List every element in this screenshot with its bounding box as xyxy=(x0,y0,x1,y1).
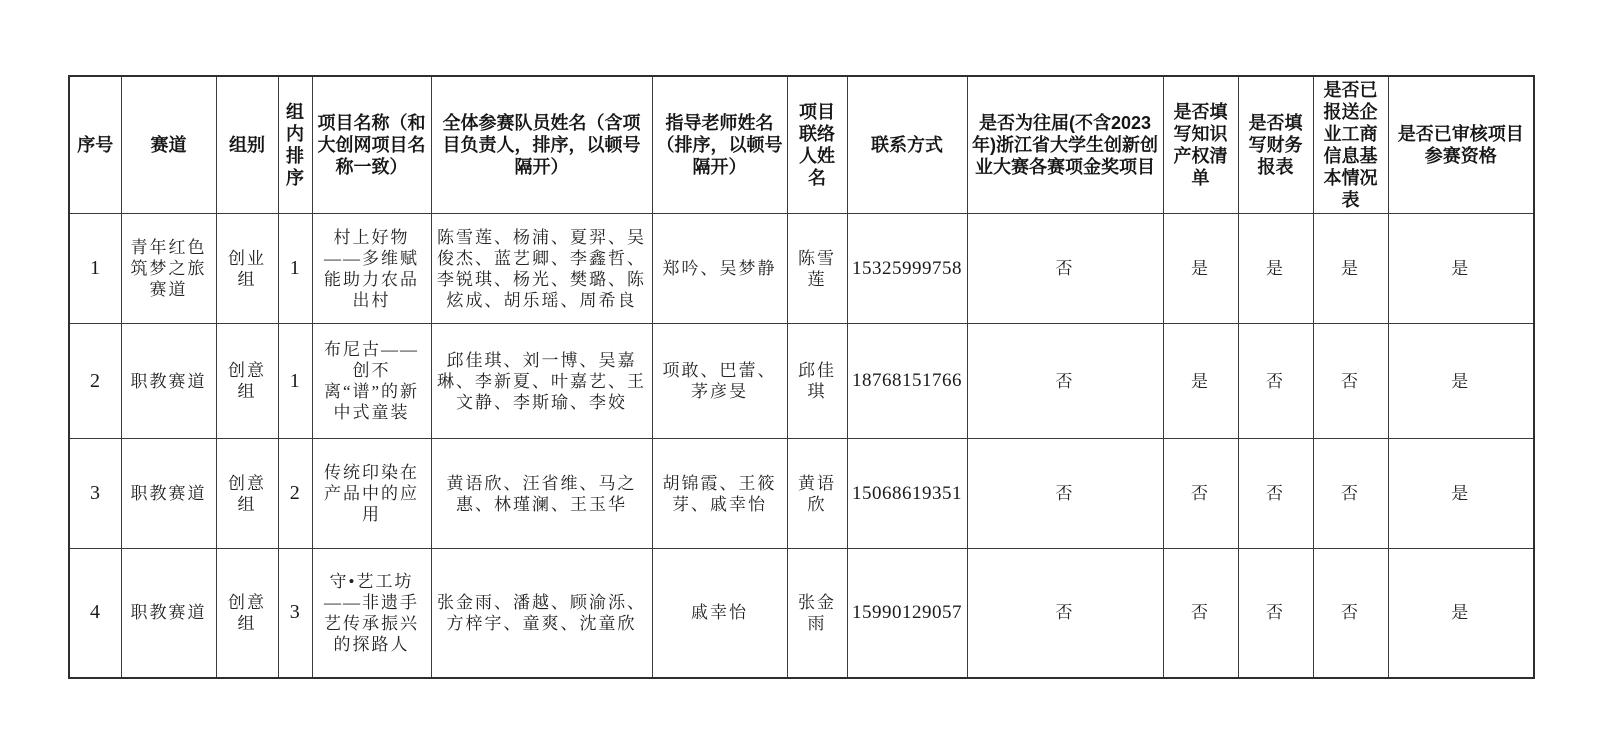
col-header-business-info: 是否已报送企业工商信息基本情况表 xyxy=(1313,76,1388,214)
cell-ip-list: 否 xyxy=(1163,549,1238,678)
cell-track: 职教赛道 xyxy=(121,439,216,549)
cell-past-gold-award: 否 xyxy=(967,214,1163,324)
cell-advisors: 胡锦霞、王筱芽、戚幸怡 xyxy=(652,439,787,549)
cell-contact-phone: 15990129057 xyxy=(847,549,967,678)
cell-qualification-review: 是 xyxy=(1388,549,1534,678)
cell-qualification-review: 是 xyxy=(1388,324,1534,439)
cell-advisors: 郑吟、吴梦静 xyxy=(652,214,787,324)
table-row xyxy=(69,324,1534,439)
cell-business-info: 是 xyxy=(1313,214,1388,324)
cell-past-gold-award: 否 xyxy=(967,439,1163,549)
cell-index: 2 xyxy=(69,324,121,439)
header-row xyxy=(69,76,1534,214)
registration-table-wrap xyxy=(68,75,1535,679)
cell-track: 职教赛道 xyxy=(121,324,216,439)
cell-project-name: 守•艺工坊——非遗手艺传承振兴的探路人 xyxy=(312,549,431,678)
cell-ip-list: 是 xyxy=(1163,214,1238,324)
cell-group: 创意组 xyxy=(216,439,278,549)
cell-team-members: 陈雪莲、杨浦、夏羿、吴俊杰、蓝艺卿、李鑫哲、李锐琪、杨光、樊璐、陈炫成、胡乐瑶、周希良 xyxy=(431,214,652,324)
cell-past-gold-award: 否 xyxy=(967,324,1163,439)
cell-business-info: 否 xyxy=(1313,324,1388,439)
cell-group: 创意组 xyxy=(216,324,278,439)
col-header-track: 赛道 xyxy=(121,76,216,214)
cell-business-info: 否 xyxy=(1313,549,1388,678)
cell-track: 青年红色筑梦之旅赛道 xyxy=(121,214,216,324)
col-header-financial-report: 是否填写财务报表 xyxy=(1238,76,1313,214)
cell-ip-list: 是 xyxy=(1163,324,1238,439)
cell-advisors: 戚幸怡 xyxy=(652,549,787,678)
cell-contact-phone: 15068619351 xyxy=(847,439,967,549)
table-row xyxy=(69,214,1534,324)
cell-contact-name: 邱佳琪 xyxy=(787,324,847,439)
col-header-ip-list: 是否填写知识产权清单 xyxy=(1163,76,1238,214)
col-header-index: 序号 xyxy=(69,76,121,214)
col-header-contact-name: 项目联络人姓名 xyxy=(787,76,847,214)
cell-team-members: 邱佳琪、刘一博、吴嘉琳、李新夏、叶嘉艺、王文静、李斯瑜、李姣 xyxy=(431,324,652,439)
cell-group-rank: 1 xyxy=(278,214,312,324)
cell-past-gold-award: 否 xyxy=(967,549,1163,678)
cell-qualification-review: 是 xyxy=(1388,214,1534,324)
cell-index: 1 xyxy=(69,214,121,324)
cell-group-rank: 1 xyxy=(278,324,312,439)
col-header-past-gold-award: 是否为往届(不含2023 年)浙江省大学生创新创业大赛各赛项金奖项目 xyxy=(967,76,1163,214)
cell-contact-name: 张金雨 xyxy=(787,549,847,678)
cell-qualification-review: 是 xyxy=(1388,439,1534,549)
cell-advisors: 项敢、巴蕾、茅彦旻 xyxy=(652,324,787,439)
cell-project-name: 布尼古——创不离“谱”的新中式童装 xyxy=(312,324,431,439)
cell-financial-report: 否 xyxy=(1238,439,1313,549)
cell-index: 3 xyxy=(69,439,121,549)
cell-business-info: 否 xyxy=(1313,439,1388,549)
col-header-project-name: 项目名称（和大创网项目名称一致） xyxy=(312,76,431,214)
cell-group: 创业组 xyxy=(216,214,278,324)
col-header-group: 组别 xyxy=(216,76,278,214)
cell-track: 职教赛道 xyxy=(121,549,216,678)
cell-contact-phone: 18768151766 xyxy=(847,324,967,439)
col-header-group-rank: 组内排序 xyxy=(278,76,312,214)
cell-team-members: 黄语欣、汪省维、马之惠、林瑾澜、王玉华 xyxy=(431,439,652,549)
registration-table xyxy=(68,75,1535,679)
cell-group-rank: 3 xyxy=(278,549,312,678)
table-row xyxy=(69,549,1534,678)
col-header-advisors: 指导老师姓名（排序，以顿号隔开） xyxy=(652,76,787,214)
cell-financial-report: 否 xyxy=(1238,324,1313,439)
col-header-team-members: 全体参赛队员姓名（含项目负责人，排序，以顿号隔开） xyxy=(431,76,652,214)
cell-ip-list: 否 xyxy=(1163,439,1238,549)
cell-contact-name: 黄语欣 xyxy=(787,439,847,549)
col-header-contact-phone: 联系方式 xyxy=(847,76,967,214)
table-row xyxy=(69,439,1534,549)
cell-project-name: 村上好物——多维赋能助力农品出村 xyxy=(312,214,431,324)
cell-contact-phone: 15325999758 xyxy=(847,214,967,324)
cell-index: 4 xyxy=(69,549,121,678)
cell-group: 创意组 xyxy=(216,549,278,678)
cell-group-rank: 2 xyxy=(278,439,312,549)
col-header-qualification-review: 是否已审核项目参赛资格 xyxy=(1388,76,1534,214)
cell-financial-report: 否 xyxy=(1238,549,1313,678)
cell-financial-report: 是 xyxy=(1238,214,1313,324)
cell-project-name: 传统印染在产品中的应用 xyxy=(312,439,431,549)
cell-contact-name: 陈雪莲 xyxy=(787,214,847,324)
cell-team-members: 张金雨、潘越、顾渝泺、方梓宇、童爽、沈童欣 xyxy=(431,549,652,678)
